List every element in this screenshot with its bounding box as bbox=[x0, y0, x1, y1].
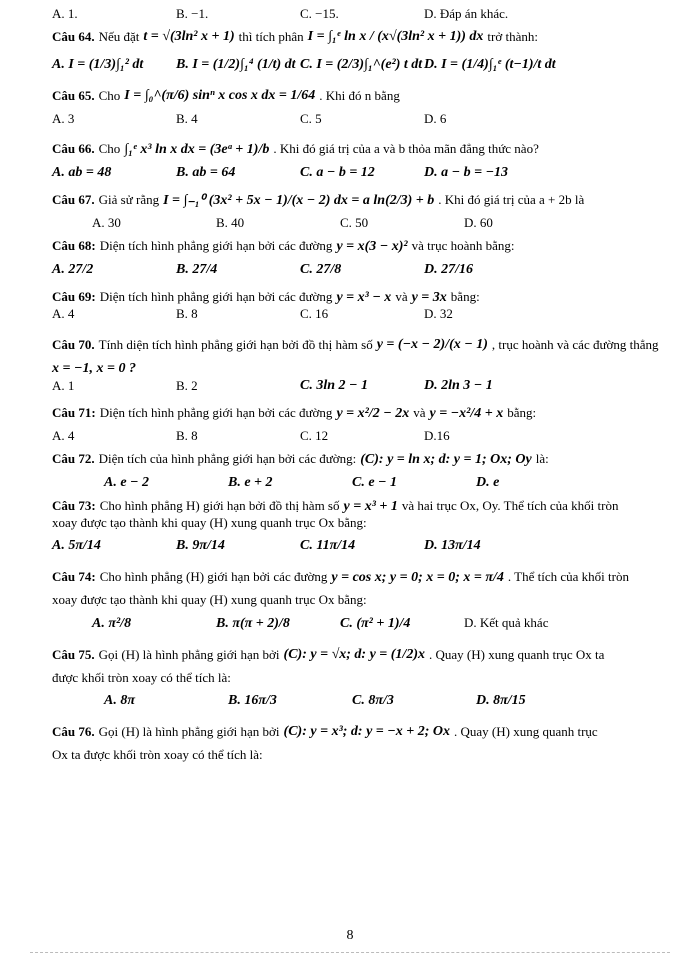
formula: y = x²/2 − 2x bbox=[336, 405, 410, 421]
option-c: C. 16 bbox=[300, 306, 329, 321]
question-number: Câu 73: bbox=[52, 498, 96, 514]
question-text: trở thành: bbox=[487, 28, 538, 44]
question-number: Câu 71: bbox=[52, 405, 96, 421]
question-76 bbox=[52, 723, 662, 763]
formula: ∫₁ᵉ x³ ln x dx = (3eᵃ + 1)/b bbox=[124, 141, 270, 157]
question-text: bằng: bbox=[450, 289, 480, 305]
question-number: Câu 65. bbox=[52, 87, 95, 103]
formula: y = 3x bbox=[411, 289, 447, 305]
option-d: D. 13π/14 bbox=[424, 538, 481, 554]
answer-options bbox=[52, 428, 662, 444]
formula: I = ∫₋₁⁰ (3x² + 5x − 1)/(x − 2) dx = a ln(2/3) + b bbox=[163, 192, 435, 208]
option-b: B. e + 2 bbox=[228, 475, 273, 490]
option-c: C. 50 bbox=[340, 215, 369, 231]
question-number: Câu 66. bbox=[52, 141, 95, 157]
question-64 bbox=[52, 28, 662, 73]
question-number: Câu 64. bbox=[52, 28, 95, 44]
formula: I = ∫₀^(π/6) sinⁿ x cos x dx = 1/64 bbox=[124, 88, 316, 103]
option-c: C. I = (2/3)∫₁^(e²) t dt bbox=[300, 56, 423, 72]
option-b: B. 9π/14 bbox=[176, 538, 225, 554]
option-d: D. e bbox=[476, 475, 500, 490]
option-c: C. e − 1 bbox=[352, 475, 398, 490]
option-b: B. I = (1/2)∫₁⁴ (1/t) dt bbox=[176, 56, 296, 72]
question-68 bbox=[52, 238, 662, 279]
option-c: C. (π² + 1)/4 bbox=[340, 615, 411, 631]
question-number: Câu 70. bbox=[52, 336, 95, 352]
answer-options bbox=[52, 692, 662, 710]
question-75 bbox=[52, 646, 662, 709]
question-number: Câu 76. bbox=[52, 723, 95, 739]
prev-question-options bbox=[52, 6, 662, 22]
answer-options bbox=[52, 261, 662, 279]
option-b: B. 27/4 bbox=[176, 262, 218, 277]
option-c: C. 11π/14 bbox=[300, 538, 356, 554]
answer-options bbox=[52, 537, 662, 555]
question-text: Cho hình phẳng H) giới hạn bởi đồ thị hàm số bbox=[99, 498, 340, 514]
option-c: C. 3ln 2 − 1 bbox=[300, 378, 368, 394]
question-text: Diện tích hình phẳng giới hạn bởi các đường bbox=[99, 289, 333, 305]
question-text: . Quay (H) xung quanh trục Ox ta bbox=[428, 646, 605, 662]
question-text: xoay được tạo thành khi quay (H) xung quanh trục Ox bằng: bbox=[52, 515, 367, 530]
option-c: C. a − b = 12 bbox=[300, 165, 375, 181]
option-b: B. 4 bbox=[176, 110, 198, 126]
question-67 bbox=[52, 192, 662, 232]
answer-options bbox=[52, 306, 662, 322]
question-69 bbox=[52, 289, 662, 323]
question-number: Câu 68: bbox=[52, 238, 96, 254]
option-a: A. e − 2 bbox=[104, 475, 150, 490]
question-text: . Khi đó giá trị của a và b thỏa mãn đẳng thức nào? bbox=[273, 141, 539, 157]
answer-options bbox=[52, 474, 662, 492]
option-c: C. 8π/3 bbox=[352, 692, 394, 708]
option-d: D. 32 bbox=[424, 306, 453, 321]
question-text: xoay được tạo thành khi quay (H) xung quanh trục Ox bằng: bbox=[52, 592, 367, 608]
question-66 bbox=[52, 141, 662, 182]
answer-options bbox=[52, 111, 662, 127]
question-73 bbox=[52, 498, 662, 555]
option-c: C. 12 bbox=[300, 428, 329, 444]
question-text: và bbox=[413, 405, 426, 421]
question-number: Câu 75. bbox=[52, 646, 95, 662]
option-b: B. 8 bbox=[176, 428, 198, 444]
question-text: Diện tích của hình phẳng giới hạn bởi các đường: bbox=[98, 451, 357, 467]
formula: (C): y = ln x; d: y = 1; Ox; Oy bbox=[360, 451, 532, 467]
question-text: Cho hình phẳng (H) giới hạn bởi các đường bbox=[99, 569, 328, 585]
formula: x = −1, x = 0 ? bbox=[52, 360, 136, 376]
question-text: và hai trục Ox, Oy. Thể tích của khối tròn bbox=[401, 498, 619, 514]
formula: I = ∫₁ᵉ ln x / (x√(3ln² x + 1)) dx bbox=[307, 29, 484, 44]
option-c: C. −15. bbox=[300, 6, 339, 21]
option-a: A. 4 bbox=[52, 428, 75, 444]
formula: y = (−x − 2)/(x − 1) bbox=[376, 337, 488, 353]
question-text: Nếu đặt bbox=[98, 28, 140, 44]
option-b: B. 2 bbox=[176, 377, 198, 393]
option-d: D. 27/16 bbox=[424, 262, 473, 277]
option-a: A. 5π/14 bbox=[52, 538, 101, 554]
question-72 bbox=[52, 451, 662, 492]
formula: y = x(3 − x)² bbox=[336, 238, 408, 254]
question-text: Diện tích hình phẳng giới hạn bởi các đường bbox=[99, 238, 333, 254]
option-d: D. Kết quả khác bbox=[464, 615, 549, 631]
option-b: B. −1. bbox=[176, 6, 209, 21]
formula: (C): y = x³; d: y = −x + 2; Ox bbox=[283, 724, 451, 740]
option-a: A. 1. bbox=[52, 6, 78, 21]
question-text: được khối tròn xoay có thể tích là: bbox=[52, 669, 231, 685]
formula: (C): y = √x; d: y = (1/2)x bbox=[283, 647, 425, 662]
option-c: C. 5 bbox=[300, 110, 322, 126]
question-number: Câu 72. bbox=[52, 451, 95, 467]
option-d: D. Đáp án khác. bbox=[424, 6, 509, 21]
option-a: A. ab = 48 bbox=[52, 165, 112, 181]
option-b: B. 8 bbox=[176, 306, 198, 321]
formula: y = −x²/4 + x bbox=[429, 405, 504, 421]
question-65 bbox=[52, 87, 662, 127]
option-d: D. I = (1/4)∫₁ᵉ (t−1)/t dt bbox=[424, 56, 556, 72]
option-a: A. 3 bbox=[52, 110, 75, 126]
question-text: Giả sử rằng bbox=[98, 192, 160, 208]
formula: t = √(3ln² x + 1) bbox=[143, 29, 235, 44]
answer-options bbox=[52, 56, 662, 74]
option-d: D. 2ln 3 − 1 bbox=[424, 378, 493, 394]
option-c: C. 27/8 bbox=[300, 262, 342, 277]
question-text: Diện tích hình phẳng giới hạn bởi các đường bbox=[99, 405, 333, 421]
question-74 bbox=[52, 569, 662, 632]
option-d: D.16 bbox=[424, 428, 450, 444]
option-b: B. 16π/3 bbox=[228, 692, 277, 708]
formula: y = x³ + 1 bbox=[343, 498, 398, 514]
document-page bbox=[52, 6, 662, 763]
question-text: Cho bbox=[98, 141, 121, 157]
option-d: D. 60 bbox=[464, 215, 493, 231]
question-text: và trục hoành bằng: bbox=[411, 238, 515, 254]
option-a: A. 8π bbox=[104, 692, 135, 708]
question-text: Cho bbox=[98, 87, 121, 103]
option-b: B. 40 bbox=[216, 215, 245, 231]
option-a: A. 4 bbox=[52, 306, 75, 321]
option-a: A. 30 bbox=[92, 215, 121, 231]
question-text: . Quay (H) xung quanh trục bbox=[454, 723, 598, 739]
question-text: là: bbox=[535, 451, 549, 467]
question-text: Gọi (H) là hình phẳng giới hạn bởi bbox=[98, 723, 280, 739]
question-text: và bbox=[395, 289, 408, 305]
question-number: Câu 74: bbox=[52, 569, 96, 585]
question-text: thì tích phân bbox=[238, 28, 304, 44]
question-text: . Thể tích của khối tròn bbox=[507, 569, 629, 585]
option-b: B. ab = 64 bbox=[176, 165, 236, 181]
footer-divider bbox=[30, 952, 670, 953]
answer-options bbox=[52, 615, 662, 633]
question-number: Câu 69: bbox=[52, 289, 96, 305]
option-d: D. 8π/15 bbox=[476, 692, 526, 708]
question-71 bbox=[52, 405, 662, 445]
question-text: , trục hoành và các đường thẳng bbox=[491, 336, 659, 352]
answer-options bbox=[52, 164, 662, 182]
question-text: . Khi đó giá trị của a + 2b là bbox=[438, 192, 585, 208]
formula: y = cos x; y = 0; x = 0; x = π/4 bbox=[331, 569, 504, 585]
question-text: Tính diện tích hình phẳng giới hạn bởi đồ thị hàm số bbox=[98, 336, 373, 352]
option-a: A. 27/2 bbox=[52, 262, 94, 277]
option-a: A. 1 bbox=[52, 377, 75, 393]
option-d: D. a − b = −13 bbox=[424, 165, 509, 181]
option-d: D. 6 bbox=[424, 110, 447, 126]
question-text: Ox ta được khối tròn xoay có thể tích là: bbox=[52, 746, 263, 762]
answer-options bbox=[52, 215, 662, 231]
question-number: Câu 67. bbox=[52, 192, 95, 208]
option-a: A. π²/8 bbox=[92, 615, 132, 631]
question-text: Gọi (H) là hình phẳng giới hạn bởi bbox=[98, 646, 280, 662]
formula: y = x³ − x bbox=[336, 289, 392, 305]
option-b: B. π(π + 2)/8 bbox=[216, 615, 290, 631]
answer-options bbox=[52, 377, 662, 395]
question-text: bằng: bbox=[507, 405, 537, 421]
page-number: 8 bbox=[346, 928, 354, 943]
question-text: . Khi đó n bằng bbox=[319, 87, 400, 103]
question-70 bbox=[52, 336, 662, 395]
option-a: A. I = (1/3)∫₁² dt bbox=[52, 56, 144, 72]
